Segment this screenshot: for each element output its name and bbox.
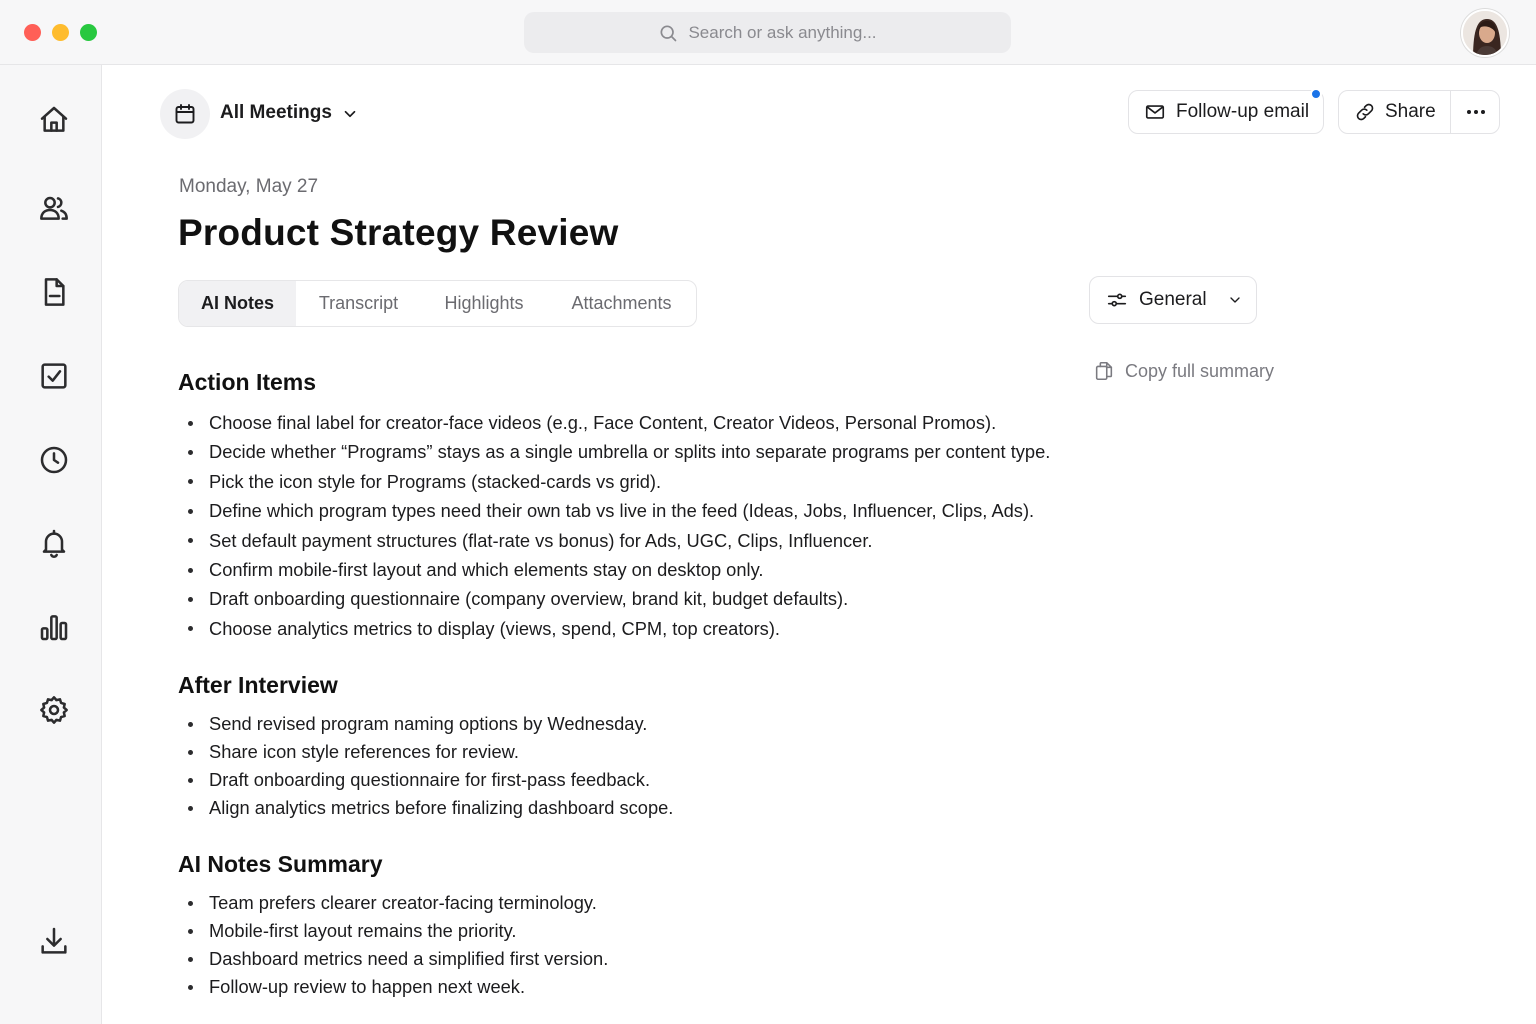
ai-notes-summary-list (188, 889, 608, 1001)
checkbox-icon (38, 360, 70, 392)
list-item: Draft onboarding questionnaire (company overview, brand kit, budget defaults). (188, 584, 1050, 613)
home-icon (38, 104, 70, 136)
user-avatar[interactable] (1461, 9, 1509, 57)
avatar-photo (1463, 11, 1509, 57)
sidebar-item-documents[interactable] (36, 274, 72, 310)
list-item: Set default payment structures (flat-rate vs bonus) for Ads, UGC, Clips, Influencer. (188, 526, 1050, 555)
tab-bar (178, 280, 697, 327)
maximize-window-button[interactable] (80, 24, 97, 41)
gear-icon (38, 694, 70, 726)
action-items-list (188, 408, 1050, 643)
window-titlebar (0, 0, 1536, 65)
section-title-ai-notes-summary: AI Notes Summary (178, 851, 383, 877)
list-item: Choose analytics metrics to display (views, spend, CPM, top creators). (188, 614, 1050, 643)
sidebar-item-home[interactable] (36, 102, 72, 138)
bell-icon (38, 527, 70, 559)
meetings-dropdown-label[interactable]: All Meetings (220, 102, 332, 123)
bar-chart-icon (38, 611, 70, 643)
list-item: Draft onboarding questionnaire for first-pass feedback. (188, 766, 673, 794)
list-item: Decide whether “Programs” stays as a single umbrella or splits into separate programs per content type. (188, 437, 1050, 466)
calendar-icon (173, 102, 197, 126)
sidebar-item-download[interactable] (36, 923, 72, 959)
list-item: Choose final label for creator-face videos (e.g., Face Content, Creator Videos, Personal Promos). (188, 408, 1050, 437)
template-select[interactable] (1089, 276, 1257, 324)
sidebar-item-analytics[interactable] (36, 609, 72, 645)
document-icon (38, 276, 70, 308)
mail-icon (1144, 101, 1166, 123)
followup-email-button[interactable] (1128, 90, 1324, 134)
list-item: Follow-up review to happen next week. (188, 973, 608, 1001)
chevron-down-icon (1227, 292, 1243, 308)
copy-icon (1093, 360, 1115, 382)
copy-summary-button[interactable] (1093, 360, 1274, 382)
list-item: Confirm mobile-first layout and which elements stay on desktop only. (188, 555, 1050, 584)
minimize-window-button[interactable] (52, 24, 69, 41)
sidebar-item-people[interactable] (36, 190, 72, 226)
section-title-after-interview: After Interview (178, 672, 338, 698)
list-item: Share icon style references for review. (188, 738, 673, 766)
sidebar-item-notifications[interactable] (36, 525, 72, 561)
calendar-button[interactable] (160, 89, 210, 139)
list-item: Define which program types need their own tab vs live in the feed (Ideas, Jobs, Influencer, Clips, Ads). (188, 496, 1050, 525)
sliders-icon (1106, 289, 1128, 311)
close-window-button[interactable] (24, 24, 41, 41)
link-icon (1354, 101, 1376, 123)
list-item: Team prefers clearer creator-facing terminology. (188, 889, 608, 917)
tab-transcript[interactable]: Transcript (318, 293, 399, 313)
followup-notification-dot (1310, 88, 1322, 100)
tab-highlights[interactable]: Highlights (444, 293, 524, 313)
more-dots-icon (1467, 110, 1471, 114)
page-title: Product Strategy Review (178, 212, 619, 253)
section-title-action-items: Action Items (178, 369, 317, 395)
followup-email-label: Follow-up email (1176, 101, 1310, 122)
more-options-button[interactable] (1451, 91, 1501, 133)
tab-attachments[interactable]: Attachments (571, 293, 672, 313)
meeting-date: Monday, May 27 (179, 176, 319, 197)
search-bar[interactable] (524, 12, 1011, 53)
search-placeholder: Search or ask anything... (688, 22, 877, 42)
clock-icon (38, 444, 70, 476)
list-item: Mobile-first layout remains the priority. (188, 917, 608, 945)
download-icon (38, 925, 70, 957)
meetings-dropdown-toggle[interactable] (341, 105, 359, 123)
copy-summary-label: Copy full summary (1125, 360, 1275, 381)
chevron-down-icon (341, 105, 359, 123)
after-interview-list (188, 710, 673, 822)
sidebar-item-history[interactable] (36, 442, 72, 478)
template-select-value: General (1139, 289, 1207, 310)
sidebar-item-tasks[interactable] (36, 358, 72, 394)
sidebar-nav (0, 65, 102, 1024)
sidebar-item-settings[interactable] (36, 692, 72, 728)
search-icon (658, 23, 678, 43)
share-button-group (1338, 90, 1500, 134)
list-item: Pick the icon style for Programs (stacked-cards vs grid). (188, 467, 1050, 496)
share-button[interactable] (1339, 91, 1451, 133)
list-item: Dashboard metrics need a simplified first version. (188, 945, 608, 973)
tab-ai-notes[interactable]: AI Notes (179, 281, 296, 326)
list-item: Send revised program naming options by Wednesday. (188, 710, 673, 738)
share-label: Share (1385, 101, 1436, 122)
list-item: Align analytics metrics before finalizing dashboard scope. (188, 794, 673, 822)
users-icon (38, 192, 70, 224)
